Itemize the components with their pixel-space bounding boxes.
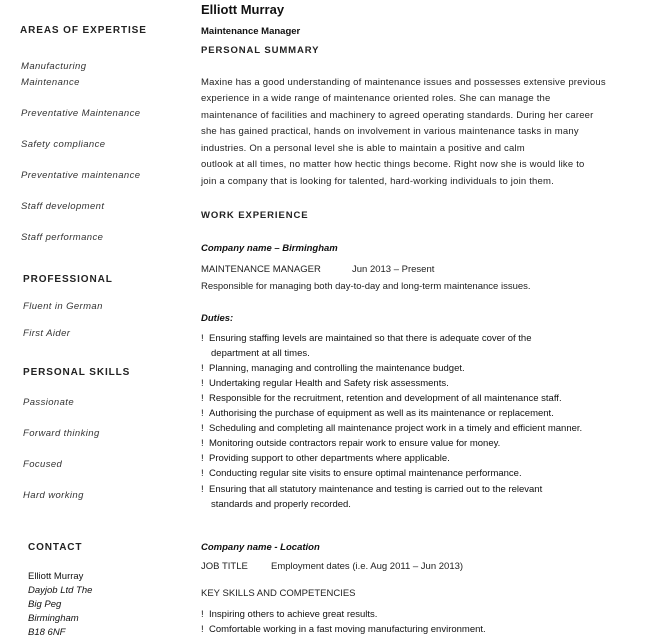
contact-name: Elliott Murray <box>28 571 84 582</box>
expertise-item: Staff development <box>21 201 105 212</box>
summary-line: industries. On a personal level she is able to maintain a positive and calm <box>201 143 525 154</box>
personal-skill-item: Forward thinking <box>23 428 100 439</box>
summary-line: outlook at all times, no matter how hectic things become. Right now she is would like to <box>201 159 585 170</box>
duty-item: Planning, managing and controlling the maintenance budget. <box>209 363 465 374</box>
job1-summary: Responsible for managing both day-to-day and long-term maintenance issues. <box>201 281 531 292</box>
bullet-icon: ! <box>201 609 204 620</box>
duty-item-continued: standards and properly recorded. <box>211 499 351 510</box>
summary-line: join a company that is looking for talented, hard-working individuals to join them. <box>201 176 554 187</box>
contact-company: Dayjob Ltd The <box>28 585 93 596</box>
duty-item: Ensuring staffing levels are maintained so that there is adequate cover of the <box>209 333 532 344</box>
bullet-icon: ! <box>201 333 204 344</box>
expertise-heading: AREAS OF EXPERTISE <box>20 25 147 36</box>
summary-line: experience in a wide range of maintenance oriented roles. She can manage the <box>201 93 551 104</box>
personal-skill-item: Focused <box>23 459 63 470</box>
duty-item-continued: department at all times. <box>211 348 310 359</box>
candidate-role: Maintenance Manager <box>201 26 301 37</box>
summary-line: maintenance of facilities and machinery to agreed operating standards. During her career <box>201 110 594 121</box>
contact-postcode: B18 6NF <box>28 627 66 638</box>
duty-item: Ensuring that all statutory maintenance and testing is carried out to the relevant <box>209 484 543 495</box>
contact-street: Big Peg <box>28 599 62 610</box>
professional-item: First Aider <box>23 328 71 339</box>
professional-item: Fluent in German <box>23 301 103 312</box>
candidate-name: Elliott Murray <box>201 2 285 17</box>
duty-item: Providing support to other departments where applicable. <box>209 453 450 464</box>
duty-item: Monitoring outside contractors repair work to ensure value for money. <box>209 438 501 449</box>
bullet-icon: ! <box>201 363 204 374</box>
expertise-item: Preventative maintenance <box>21 170 141 181</box>
work-experience-heading: WORK EXPERIENCE <box>201 210 309 221</box>
expertise-item: Maintenance <box>21 77 80 88</box>
key-skill-item: Comfortable working in a fast moving manufacturing environment. <box>209 624 486 635</box>
bullet-icon: ! <box>201 393 204 404</box>
summary-line: she has gained practical, hands on involvement in various maintenance tasks in many <box>201 126 579 137</box>
bullet-icon: ! <box>201 453 204 464</box>
bullet-icon: ! <box>201 468 204 479</box>
duties-heading: Duties: <box>201 313 234 324</box>
bullet-icon: ! <box>201 484 204 495</box>
job2-title: JOB TITLE <box>201 561 248 572</box>
expertise-item: Preventative Maintenance <box>21 108 141 119</box>
bullet-icon: ! <box>201 438 204 449</box>
job1-title: MAINTENANCE MANAGER <box>201 264 321 275</box>
bullet-icon: ! <box>201 378 204 389</box>
personal-skill-item: Passionate <box>23 397 75 408</box>
bullet-icon: ! <box>201 624 204 635</box>
job2-company: Company name - Location <box>201 542 320 553</box>
bullet-icon: ! <box>201 408 204 419</box>
personal-skills-heading: PERSONAL SKILLS <box>23 367 131 378</box>
job2-dates: Employment dates (i.e. Aug 2011 – Jun 2013) <box>271 561 464 572</box>
professional-heading: PROFESSIONAL <box>23 274 113 285</box>
job1-dates: Jun 2013 – Present <box>352 264 435 275</box>
personal-summary-heading: PERSONAL SUMMARY <box>201 45 320 56</box>
job1-company: Company name – Birmingham <box>201 243 338 254</box>
duty-item: Undertaking regular Health and Safety risk assessments. <box>209 378 449 389</box>
contact-heading: CONTACT <box>28 542 83 553</box>
contact-city: Birmingham <box>28 613 79 624</box>
duty-item: Conducting regular site visits to ensure optimal maintenance performance. <box>209 468 522 479</box>
expertise-item: Staff performance <box>21 232 104 243</box>
summary-line: Maxine has a good understanding of maintenance issues and possesses extensive previous <box>201 77 606 88</box>
personal-skill-item: Hard working <box>23 490 84 501</box>
duty-item: Scheduling and completing all maintenance project work in a timely and efficient manner. <box>209 423 583 434</box>
key-skill-item: Inspiring others to achieve great results. <box>209 609 378 620</box>
bullet-icon: ! <box>201 423 204 434</box>
expertise-item: Safety compliance <box>21 139 106 150</box>
duty-item: Authorising the purchase of equipment as well as its maintenance or replacement. <box>209 408 554 419</box>
expertise-item: Manufacturing <box>21 61 87 72</box>
duty-item: Responsible for the recruitment, retention and development of all maintenance staff. <box>209 393 562 404</box>
key-skills-heading: KEY SKILLS AND COMPETENCIES <box>201 588 356 599</box>
